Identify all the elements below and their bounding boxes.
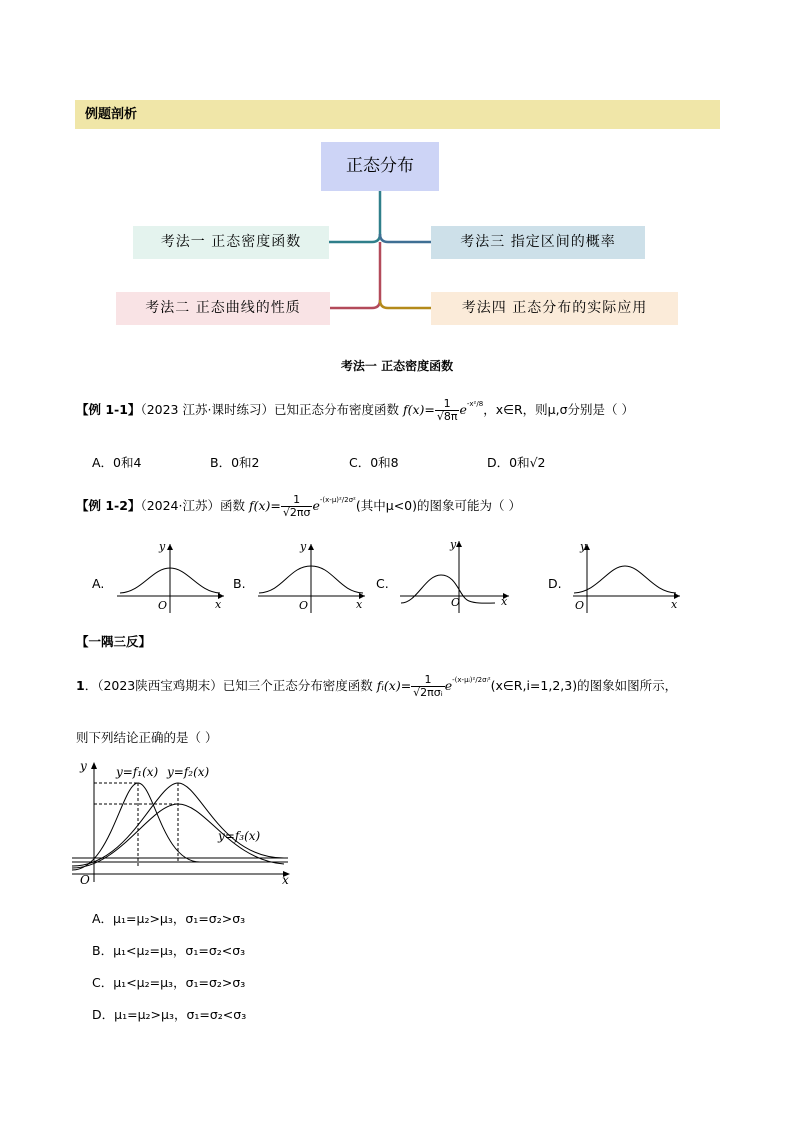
example-domain: ，x∈R，则μ,σ分别是（ ） <box>483 402 634 417</box>
fraction <box>281 494 313 519</box>
graph-c <box>395 537 513 615</box>
graph-x-label: x <box>282 873 289 886</box>
fraction-denominator: √2πσᵢ <box>413 686 443 699</box>
practice-option-d: D．μ₁=μ₂>μ₃，σ₁=σ₂<σ₃ <box>92 1007 247 1022</box>
graph-d-x-label: x <box>671 598 678 611</box>
exp-power: -(x-μᵢ)²/2σᵢ² <box>452 676 491 684</box>
example-1-2 <box>76 494 521 519</box>
graph-option-d-label: D. <box>548 576 562 591</box>
fraction-denominator: √2πσ <box>282 506 311 519</box>
exp-power: -(x-μ)²/2σ² <box>319 496 356 504</box>
mindmap-method4: 考法四 正态分布的实际应用 <box>431 292 678 325</box>
function-lhs: f(x)= <box>248 498 281 513</box>
practice-title: 【一隅三反】 <box>76 634 152 649</box>
example-1-1 <box>76 398 634 423</box>
option-c: C．0和8 <box>349 455 399 470</box>
curve-f1-label: y=f₁(x) <box>116 765 159 779</box>
graph-y-label: y <box>80 759 87 773</box>
subsection-title: 考法一 正态密度函数 <box>340 359 454 373</box>
fraction <box>435 398 460 423</box>
mindmap-method2: 考法二 正态曲线的性质 <box>116 292 330 325</box>
graph-a-y-label: y <box>159 540 166 553</box>
graph-d-y-label: y <box>580 540 587 553</box>
graph-option-c-label: C. <box>376 576 389 591</box>
option-a: A．0和4 <box>92 455 142 470</box>
graph-b-x-label: x <box>356 598 363 611</box>
question-tail: (x∈R,i=1,2,3)的图象如图所示， <box>490 678 678 693</box>
mindmap-center: 正态分布 <box>321 142 439 191</box>
fraction-numerator: 1 <box>411 674 445 687</box>
example-label: 【例 1-1】 <box>76 402 141 417</box>
three-curves-graph <box>70 756 295 886</box>
practice-option-b: B．μ₁<μ₂=μ₃，σ₁=σ₂<σ₃ <box>92 943 246 958</box>
option-d: D．0和√2 <box>487 455 546 470</box>
mindmap-method3: 考法三 指定区间的概率 <box>431 226 645 259</box>
practice-option-a: A．μ₁=μ₂>μ₃，σ₁=σ₂>σ₃ <box>92 911 246 926</box>
question-number: 1 <box>76 678 85 693</box>
graph-c-x-label: x <box>501 595 508 608</box>
practice-question-1 <box>76 674 677 699</box>
graph-c-origin: O <box>451 596 461 609</box>
mindmap-method1: 考法一 正态密度函数 <box>133 226 329 259</box>
graph-c-y-label: y <box>450 538 457 551</box>
example-source: （2024·江苏）函数 <box>140 498 245 513</box>
graph-b-y-label: y <box>300 540 307 553</box>
graph-option-a-label: A. <box>92 576 105 591</box>
function-lhs: f(x)= <box>402 402 435 417</box>
graph-origin: O <box>80 873 90 886</box>
exp-base: e <box>459 402 467 417</box>
curve-f2-label: y=f₂(x) <box>167 765 210 779</box>
exp-base: e <box>444 678 453 693</box>
fraction <box>411 674 445 699</box>
graph-b <box>253 540 368 615</box>
graph-b-origin: O <box>299 599 309 612</box>
fraction-numerator: 1 <box>281 494 313 507</box>
example-tail: (其中μ<0)的图象可能为（ ） <box>355 498 521 513</box>
exp-power: -x²/8 <box>466 400 484 408</box>
question-line2: 则下列结论正确的是（ ） <box>76 730 218 745</box>
fraction-numerator: 1 <box>435 398 460 411</box>
example-source: （2023 江苏·课时练习）已知正态分布密度函数 <box>140 402 399 417</box>
graph-option-b-label: B. <box>233 576 246 591</box>
curve-f3-label: y=f₃(x) <box>218 829 261 843</box>
practice-option-c: C．μ₁<μ₂=μ₃，σ₁=σ₂>σ₃ <box>92 975 246 990</box>
graph-a-x-label: x <box>215 598 222 611</box>
fraction-denominator: √8π <box>436 410 458 423</box>
graph-d-origin: O <box>575 599 585 612</box>
function-lhs: fᵢ(x)= <box>376 678 412 693</box>
graph-a-origin: O <box>158 599 168 612</box>
example-label: 【例 1-2】 <box>76 498 141 513</box>
section-title: 例题剖析 <box>75 100 720 129</box>
graph-a <box>112 540 227 615</box>
option-b: B．0和2 <box>210 455 260 470</box>
question-source: ．（2023陕西宝鸡期末）已知三个正态分布密度函数 <box>84 678 373 693</box>
graph-d <box>568 540 683 615</box>
mindmap-connectors <box>0 0 794 400</box>
exp-base: e <box>312 498 320 513</box>
